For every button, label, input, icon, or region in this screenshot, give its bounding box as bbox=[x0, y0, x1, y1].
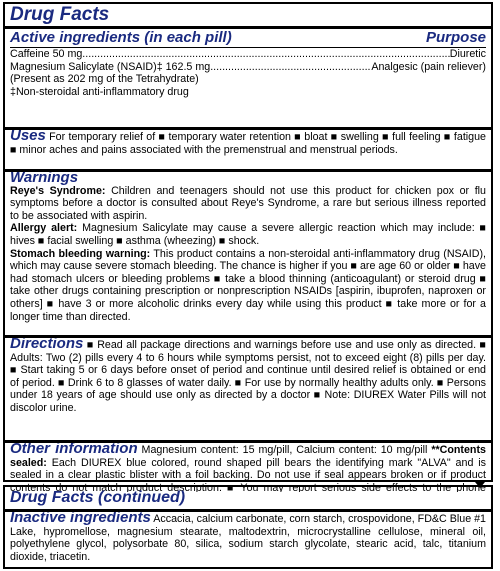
ingredient-row-caffeine bbox=[10, 48, 486, 61]
warnings-heading: Warnings bbox=[10, 169, 79, 186]
drug-facts-continued-panel bbox=[3, 485, 493, 569]
sealed-label: **Contents sealed: bbox=[10, 444, 486, 469]
allergy-label: Allergy alert: bbox=[10, 222, 78, 235]
ingredient-name: Caffeine 50 mg bbox=[10, 48, 83, 60]
allergy-text: Magnesium Salicylate may cause a severe allergic reaction which may include: ■ hives ■ facial swelling ■ asthma (wheezing) ■ shock. bbox=[10, 222, 486, 247]
panel-title: Drug Facts bbox=[10, 4, 110, 25]
active-ingredients-section bbox=[5, 26, 491, 127]
leader-dots bbox=[82, 48, 449, 61]
directions-section bbox=[5, 335, 491, 440]
reye-warning bbox=[10, 185, 486, 223]
uses-text: For temporary relief of ■ temporary water retention ■ bloat ■ swelling ■ full feeling ■ fatigue ■ minor aches and pains associated with the premenstrual and menstrual periods. bbox=[10, 131, 486, 156]
warnings-section bbox=[5, 169, 491, 335]
leader-dots bbox=[210, 61, 371, 74]
ingredient-purpose: Analgesic (pain reliever) bbox=[371, 60, 486, 73]
inactive-ingredients-heading: Inactive ingredients bbox=[10, 509, 151, 526]
purpose-heading: Purpose bbox=[425, 29, 486, 46]
bleeding-text: This product contains a non-steroidal anti-inflammatory drug (NSAID), which may cause severe stomach bleeding. The chance is higher if you ■ are age 60 or older ■ have had stomach ulcers or bleeding problems ■ take a blood thinning (anticoagulant) or steroid drug ■ take other drugs containing prescription or nonprescription NSAIDs [aspirin, ibuprofen, naproxen or others] ■ have 3 or more alcoholic drinks every day while using this product ■ take more or for a longer time than directed. bbox=[10, 247, 487, 323]
directions-heading: Directions bbox=[10, 335, 84, 352]
sealed-text: Each DIUREX blue colored, round shaped pill bears the identifying mark "ALVA" and is sealed in a clear plastic blister with a foil backing. Do not use if seal appears broken or if product contents do not match product description. ■ You may report serious side effects to the phone bbox=[10, 456, 486, 492]
uses-heading: Uses bbox=[10, 127, 46, 144]
directions-text: ■ Read all package directions and warnings before use and use only as directed. ■ Adults: Two (2) pills every 4 to 6 hours while symptoms persist, not to exceed eight (8) pills per day. ■ Start taking 5 or 6 days before onset of period and continue until desired relief is obtained or end of period. ■ Drink 6 to 8 glasses of water daily. ■ For use by normally healthy adults only. ■ Persons under 18 years of age should use only as directed by a doctor ■ Note: DIUREX Water Pills will not discolor urine. bbox=[10, 339, 486, 414]
nsaid-footnote: ‡Non-steroidal anti-inflammatory drug bbox=[10, 85, 189, 98]
bleeding-label: Stomach bleeding warning: bbox=[10, 247, 151, 260]
reye-label: Reye's Syndrome: bbox=[10, 184, 106, 197]
ingredient-row-magnesium bbox=[10, 61, 486, 74]
drug-facts-panel bbox=[3, 2, 493, 492]
inactive-ingredients-text: Accacia, calcium carbonate, corn starch, crospovidone, FD&C Blue #1 Lake, hypromellose, magnesium stearate, maltodextrin, microcrystalline cellulose, mineral oil, polyethylene glycol, polysorbate 80, silica, sodium starch glycolate, stearic acid, talc, titanium dioxide, triacetin. bbox=[10, 513, 486, 563]
ingredient-name: Magnesium Salicylate (NSAID)‡ 162.5 mg bbox=[10, 60, 211, 73]
tetrahydrate-note: (Present as 202 mg of the Tetrahydrate) bbox=[10, 73, 199, 86]
inactive-ingredients-section bbox=[5, 509, 491, 567]
active-ingredients-header bbox=[10, 29, 486, 46]
continued-title: Drug Facts (continued) bbox=[10, 489, 186, 506]
bleeding-warning bbox=[10, 248, 486, 324]
reye-text: Children and teenagers should not use this product for chicken pox or flu symptoms before a doctor is consulted about Reye's Syndrome, a rare but serious illness reported to be associated with aspirin. bbox=[10, 184, 486, 222]
ingredient-purpose: Diuretic bbox=[449, 48, 486, 60]
allergy-warning bbox=[10, 222, 486, 247]
other-information-heading: Other information bbox=[10, 440, 138, 457]
content-info: Magnesium content: 15 mg/pill, Calcium content: 10 mg/pill bbox=[141, 444, 428, 456]
active-ingredients-heading: Active ingredients (in each pill) bbox=[10, 29, 232, 46]
uses-section bbox=[5, 127, 491, 169]
